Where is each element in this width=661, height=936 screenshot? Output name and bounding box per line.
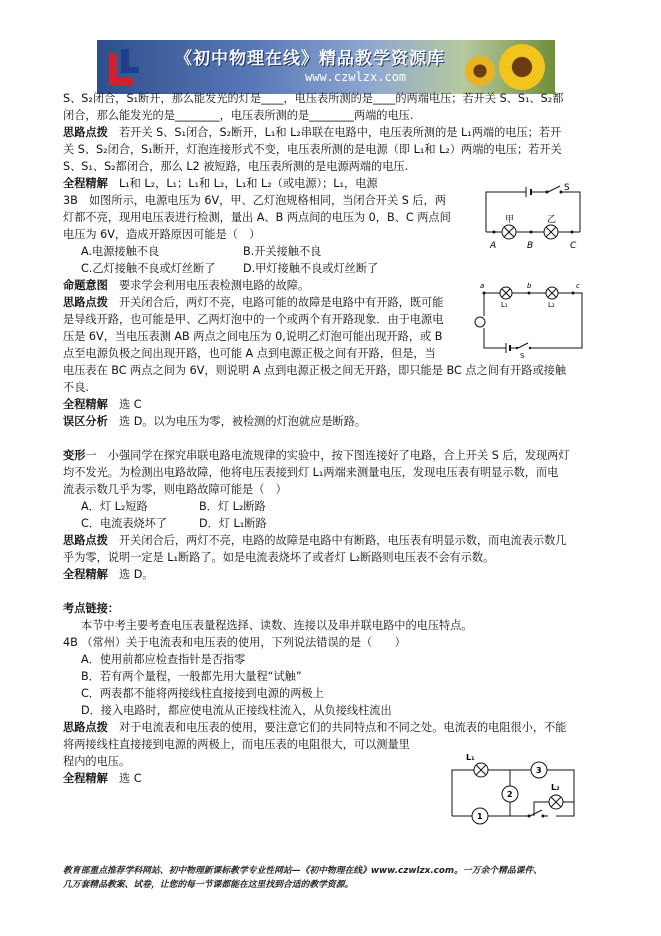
point-a-label: A [490, 241, 497, 251]
sunflower-icon [499, 44, 545, 90]
label-silu: 思路点拨 [63, 721, 108, 734]
text-line [63, 600, 591, 617]
point-a-label: a [480, 282, 485, 290]
label-bianshi: 变形 [63, 449, 86, 462]
option-c: C．两表都不能将两接线柱直接接到电源的两极上 [81, 687, 324, 700]
label-jingjie: 全程精解 [63, 398, 108, 411]
text-line: 不良. [63, 381, 89, 394]
option-a: A．灯 L₂短路 [81, 500, 148, 513]
label-jingjie: 全程精解 [63, 177, 108, 190]
text-line: 闭合，那么能发光的是________，电压表所测的是________两端的电压. [63, 109, 414, 122]
option-d: D.甲灯接触不良或灯丝断了 [243, 262, 379, 275]
lamp-l1-label: L₁ [466, 753, 475, 762]
option-row [63, 515, 591, 532]
footer-line: 教育部重点推荐学科网站、初中物理新课标教学专业性网站—《初中物理在线》www.czwlzx.com。一万余个精品课件、 [63, 866, 543, 876]
footer-line: 几万套精品教案、试卷，让您的每一节课都能在这里找到合适的教学资源。 [63, 880, 354, 890]
option-c: C.乙灯接触不良或灯丝断了 [81, 262, 216, 275]
text-line: 乎为零，说明一定是 L₁断路了。如是电流表烧坏了或者灯 L₂断路则电压表不会有示数。 [63, 551, 495, 564]
text-line: S、S₁、S₂都闭合，那么 L2 被短路，电压表所测的是电源两端的电压. [63, 160, 409, 173]
switch-label: S [520, 352, 525, 360]
option-a: A.电源接触不良 [81, 245, 160, 258]
question-3: 3B 如图所示，电源电压为 6V，甲、乙灯泡规格相同，当闭合开关 S 后，两 [63, 194, 446, 207]
logo-icon [103, 45, 143, 89]
option-c: C．电流表烧坏了 [81, 517, 168, 530]
switch-label: S [564, 183, 570, 193]
label-jingjie: 全程精解 [63, 568, 108, 581]
text-line: S、S₂闭合，S₁断开，那么能发光的灯是____，电压表所测的是____的两端电压；若开关 S、S₁、S₂都 [63, 92, 564, 105]
circuit-diagram-1 [476, 182, 590, 254]
meter-3-label: 3 [536, 766, 542, 775]
text-line: 思路点拨 对于电流表和电压表的使用，要注意它们的共同特点和不同之处。电流表的电阻很小，不能 [63, 721, 567, 734]
text-line: 思路点拨 若开关 S、S₁闭合，S₂断开，L₁和 L₂串联在电路中，电压表所测的是 L₁两端的电压；若开 [63, 126, 562, 139]
header-banner [97, 40, 555, 94]
meter-2-label: 2 [507, 790, 513, 799]
text-line: 将两接线柱直接接到电源的两极上，而电压表的电阻很大，可以测量里 [63, 738, 410, 751]
option-b: B．若有两个量程，一般都先用大量程“试触” [81, 670, 302, 683]
lamp-jia-label: 甲 [505, 215, 515, 225]
point-c-label: c [576, 282, 580, 290]
meter-icon [475, 317, 485, 327]
lamp-l2-label: L₂ [548, 301, 555, 309]
text-line: 关 S、S₂闭合，S₁断开，灯泡连接形式不变，电压表所测的是电源（即 L₁和 L₂）两端的电压；若开关 [63, 143, 562, 156]
meter-1-label: 1 [477, 812, 483, 821]
text-line: 全程精解 选 C [63, 772, 142, 785]
text-line: 误区分析 选 D。以为电压为零，被检测的灯泡就应是断路。 [63, 415, 367, 428]
text-line: 均不发光。为检测出电路故障，他将电压表接到灯 L₁两端来测量电压，发现电压表有明显示数，而电 [63, 466, 559, 479]
banner-url: www.czwlzx.com [305, 70, 407, 84]
option-row [63, 498, 591, 515]
text-line: 灯都不亮，现用电压表进行检测，量出 A、B 两点间的电压为 0，B、C 两点间 [63, 211, 451, 224]
point-b-label: b [527, 282, 532, 290]
option-row [63, 260, 591, 277]
text-line: 电压为 6V，造成开路原因可能是（ ） [63, 228, 261, 241]
text-line: 思路点拨 开关闭合后，两灯不亮，电路可能的故障是电路中有开路，既可能 [63, 296, 444, 309]
text-line: 思路点拨 开关闭合后，两灯不亮，电路的故障是电路中有断路，电压表有明显示数，而电流表示数几 [63, 534, 567, 547]
label-wuqu: 误区分析 [63, 415, 108, 428]
circuit-diagram-3 [444, 752, 584, 834]
option-a: A．使用前都应检查指针是否指零 [81, 653, 246, 666]
text-line: 电压表在 BC 两点之间为 6V，则说明 A 点到电源正极之间无开路，即只能是 BC 点之间有开路或接触 [63, 364, 567, 377]
option-b: B.开关接触不良 [243, 245, 322, 258]
text-line: 点至电源负极之间出现开路，也可能 A 点到电源正极之间有开路，但是，当 [63, 347, 436, 360]
sunflower-icon [465, 56, 495, 86]
lamp-l2-label: L₂ [551, 783, 560, 792]
circuit-diagram-2 [470, 280, 592, 360]
text-line: 变形一 小强同学在探究串联电路电流规律的实验中，按下图连接好了电路，合上开关 S 后，发现两灯 [63, 449, 570, 462]
text-line: 全程精解 选 D。 [63, 568, 154, 581]
text-line: 全程精解 选 C [63, 398, 142, 411]
text-line: 命题意图 要求学会利用电压表检测电路的故障。 [63, 279, 310, 292]
banner-title: 《初中物理在线》精品教学资源库 [175, 49, 445, 69]
lamp-yi-label: 乙 [547, 215, 557, 225]
point-b-label: B [527, 241, 534, 251]
lamp-l1-label: L₁ [501, 301, 508, 309]
text-line: 程内的电压。 [63, 755, 131, 768]
text-line: 是导线开路，也可能是甲、乙两灯泡中的一个或两个有开路现象．由于电源电 [63, 313, 444, 326]
label-silu: 思路点拨 [63, 126, 108, 139]
label-mingti: 命题意图 [63, 279, 108, 292]
label-jingjie: 全程精解 [63, 772, 108, 785]
page-footer [63, 864, 603, 892]
text-line: 压是 6V，当电压表测 AB 两点之间电压为 0,说明乙灯泡可能出现开路，或 B [63, 330, 443, 343]
question-4: 4B （常州）关于电流表和电压表的使用，下列说法错误的是（ ） [63, 636, 406, 649]
point-c-label: C [570, 241, 577, 251]
option-b: B．灯 L₂断路 [199, 500, 266, 513]
option-d: D．灯 L₁断路 [199, 517, 267, 530]
label-silu: 思路点拨 [63, 534, 108, 547]
option-d: D．接入电路时，都应使电流从正接线柱流入，从负接线柱流出 [81, 704, 392, 717]
label-silu: 思路点拨 [63, 296, 108, 309]
text-line: 流表示数几乎为零，则电路故障可能是（ ） [63, 483, 287, 496]
label-kaodian: 考点链接： [63, 602, 119, 615]
text-line: 全程精解 L₁和 L₂，L₁；L₁和 L₂，L₁和 L₂（或电源）；L₁，电源 [63, 177, 378, 190]
text-line: 本节中考主要考查电压表量程选择、读数、连接以及串并联电路中的电压特点。 [81, 619, 473, 632]
